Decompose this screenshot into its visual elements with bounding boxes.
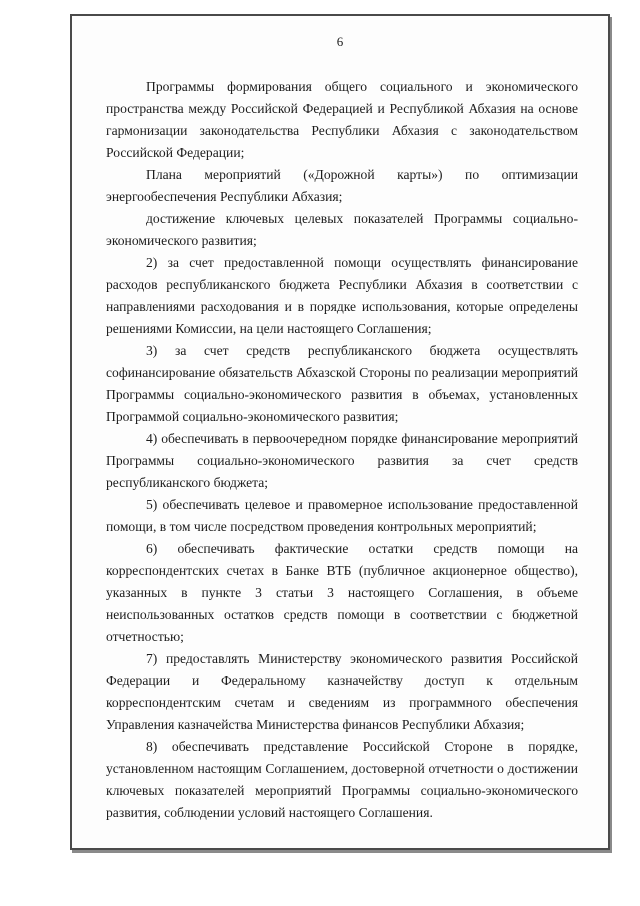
document-page: [70, 14, 610, 850]
paragraph-5: 3) за счет средств республиканского бюджета осуществлять софинансирование обязательств Абхазской Стороны по реализации мероприятий Программы социально-экономического развития в объемах, установленных Программой социально-экономического развития;: [106, 343, 578, 424]
paragraph-10: 8) обеспечивать представление Российской Стороне в порядке, установленном настоящим Соглашением, достоверной отчетности о достижении ключевых показателей мероприятий Программы социально-экономического развития, соблюдении условий настоящего Соглашения.: [106, 739, 578, 820]
paragraph-8: 6) обеспечивать фактические остатки средств помощи на корреспондентских счетах в Банке ВТБ (публичное акционерное общество), указанных в пункте 3 статьи 3 настоящего Соглашения, в объеме неиспользованных остатков средств помощи в соответствии с бюджетной отчетностью;: [106, 541, 578, 644]
paragraph-3: достижение ключевых целевых показателей Программы социально-экономического развития;: [106, 211, 578, 248]
paragraph-1: Программы формирования общего социального и экономического пространства между Российской Федерацией и Республикой Абхазия на основе гармонизации законодательства Республики Абхазия с законодательством Российской Федерации;: [106, 79, 578, 160]
paragraph-6: 4) обеспечивать в первоочередном порядке финансирование мероприятий Программы социально-экономического развития за счет средств республиканского бюджета;: [106, 431, 578, 490]
paragraph-9: 7) предоставлять Министерству экономического развития Российской Федерации и Федеральному казначейству доступ к отдельным корреспондентским счетам и сведениям из программного обеспечения Управления казначейства Министерства финансов Республики Абхазия;: [106, 651, 578, 732]
paragraph-7: 5) обеспечивать целевое и правомерное использование предоставленной помощи, в том числе посредством проведения контрольных мероприятий;: [106, 497, 578, 534]
page-number: 6: [336, 34, 344, 49]
paragraph-2: Плана мероприятий («Дорожной карты») по оптимизации энергообеспечения Республики Абхазия;: [106, 167, 578, 204]
document-body: [106, 76, 578, 824]
paragraph-4: 2) за счет предоставленной помощи осуществлять финансирование расходов республиканского бюджета Республики Абхазия в соответствии с направлениями расходования и в порядке использования, которые определены решениями Комиссии, на цели настоящего Соглашения;: [106, 255, 578, 336]
